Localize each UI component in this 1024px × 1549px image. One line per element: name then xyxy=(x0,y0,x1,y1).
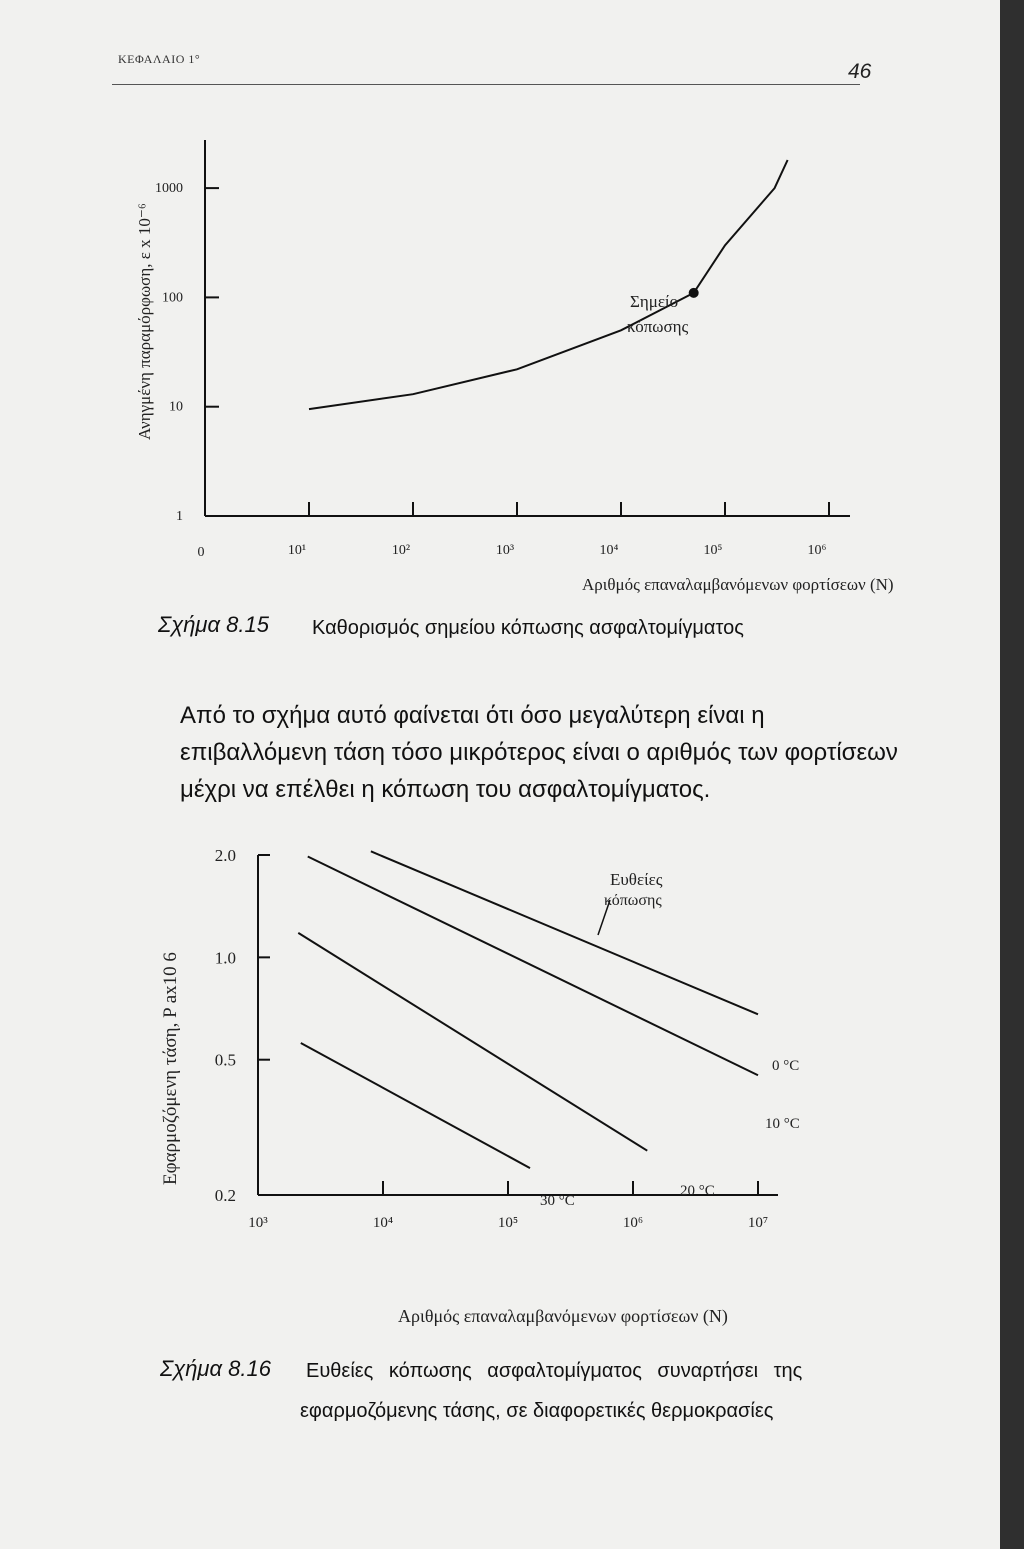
x-tick-label: 10⁶ xyxy=(622,1215,644,1231)
figure-label: Σχήμα 8.16 xyxy=(160,1356,271,1381)
annotation-label: Σημείο xyxy=(630,292,679,311)
series-label: 10 °C xyxy=(765,1116,800,1132)
x-tick-label: 10⁷ xyxy=(747,1215,769,1231)
chart-series-line xyxy=(371,851,758,1014)
x-axis-title: Αριθμός επαναλαμβανόμενων φορτίσεων (N) xyxy=(582,575,894,594)
y-tick-label: 1.0 xyxy=(214,948,236,968)
x-tick-label: 10¹ xyxy=(287,543,307,558)
chart-series-line xyxy=(308,856,758,1075)
series-label: 0 °C xyxy=(772,1058,800,1074)
y-tick-label: 10 xyxy=(169,399,183,415)
y-tick-label: 1 xyxy=(176,509,183,524)
annotation-label: κόπωσης xyxy=(604,892,662,909)
y-tick-label: 0.2 xyxy=(214,1186,236,1205)
series-label: 20 °C xyxy=(680,1183,715,1199)
y-tick-label: 1000 xyxy=(155,181,183,197)
figure-caption-line1: Ευθείες κόπωσης ασφαλτομίγματος συναρτήσει της xyxy=(306,1360,803,1382)
page-number: 46 xyxy=(848,60,872,83)
y-axis-title: Ανηγμένη παραμόρφωση, ε x 10⁻⁶ xyxy=(135,203,154,440)
x-tick-label: 10³ xyxy=(248,1215,268,1231)
x-origin-label: 0 xyxy=(197,545,205,560)
y-axis-title: Εφαρμοζόμενη τάση, P ax10 6 xyxy=(160,952,181,1185)
y-tick-label: 0.5 xyxy=(214,1050,236,1070)
body-paragraph: Από το σχήμα αυτό φαίνεται ότι όσο μεγαλύτερη είναι η επιβαλλόμενη τάση τόσο μικρότερος είναι ο αριθμός των φορτίσεων μέχρι να επέλθει η κόπωση του ασφαλτομίγματος. xyxy=(180,702,898,803)
x-axis-title: Αριθμός επαναλαμβανόμενων φορτίσεων (N) xyxy=(398,1306,728,1326)
figure-caption: Καθορισμός σημείου κόπωσης ασφαλτομίγματος xyxy=(312,617,744,639)
annotation-label: Ευθείες xyxy=(610,870,663,889)
x-tick-label: 10³ xyxy=(495,543,515,558)
y-tick-label: 2.0 xyxy=(214,846,236,865)
figure-label: Σχήμα 8.15 xyxy=(158,612,269,637)
x-tick-label: 10² xyxy=(391,543,411,558)
figure-caption-line2: εφαρμοζόμενης τάσης, σε διαφορετικές θερμοκρασίες xyxy=(300,1400,774,1422)
x-tick-label: 10⁵ xyxy=(497,1215,519,1231)
x-tick-label: 10⁵ xyxy=(703,543,723,558)
chart-series-line xyxy=(301,1043,530,1168)
x-tick-label: 10⁴ xyxy=(599,543,619,558)
y-tick-label: 100 xyxy=(162,290,183,306)
x-tick-label: 10⁶ xyxy=(807,543,827,558)
x-tick-label: 10⁴ xyxy=(372,1215,394,1231)
chapter-header: ΚΕΦΑΛΑΙΟ 1° xyxy=(118,52,201,66)
series-label: 30 °C xyxy=(540,1193,575,1209)
chart-series-line xyxy=(298,933,647,1151)
annotation-label: κόπωσης xyxy=(627,317,689,336)
